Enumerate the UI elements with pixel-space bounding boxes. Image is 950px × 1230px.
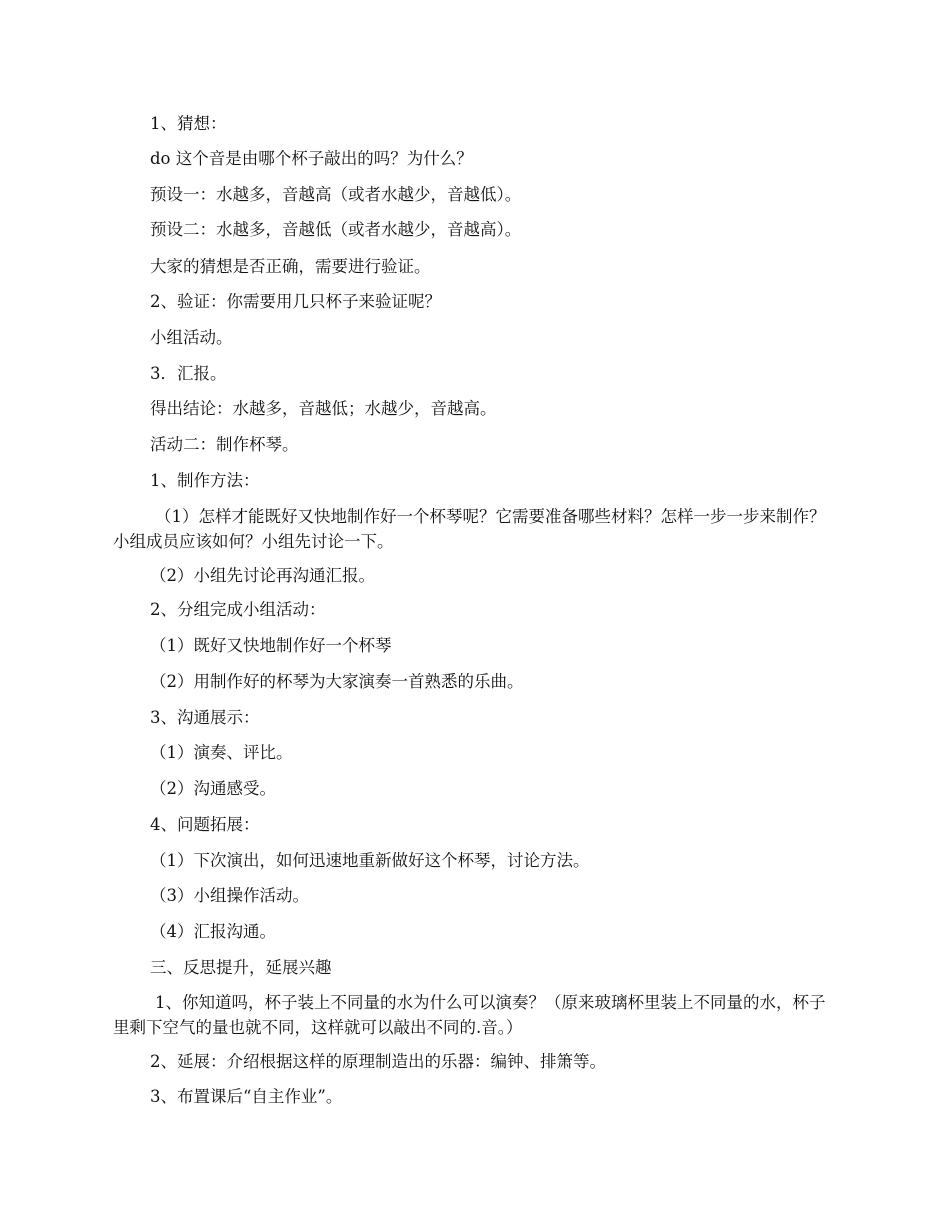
text-line: （4）汇报沟通。 <box>150 922 276 941</box>
text-line: （1）演奏、评比。 <box>150 743 293 762</box>
text-line: 大家的猜想是否正确，需要进行验证。 <box>150 257 431 276</box>
text-line: （1）下次演出，如何迅速地重新做好这个杯琴，讨论方法。 <box>150 851 590 870</box>
text-line: 得出结论：水越多，音越低；水越少，音越高。 <box>150 399 497 418</box>
text-line: （3）小组操作活动。 <box>150 886 309 905</box>
text-line: 三、反思提升，延展兴趣 <box>150 958 332 977</box>
text-line: 1、猜想： <box>150 114 227 133</box>
text-line: （2）用制作好的杯琴为大家演奏一首熟悉的乐曲。 <box>150 672 524 691</box>
text-line: 4、问题拓展： <box>150 815 260 834</box>
text-paragraph: 1、你知道吗，杯子装上不同量的水为什么可以演奏？（原来玻璃杯里装上不同量的水，杯子里剩下空气的量也就不同，这样就可以敲出不同的.音。） <box>113 993 826 1037</box>
text-line: 3、沟通展示： <box>150 708 260 727</box>
text-line: 预设一：水越多，音越高（或者水越少，音越低）。 <box>150 185 522 204</box>
text-line: （1）既好又快地制作好一个杯琴 <box>150 636 392 655</box>
text-line: 活动二：制作杯琴。 <box>150 435 299 454</box>
text-line: （2）小组先讨论再沟通汇报。 <box>150 566 375 585</box>
text-line: 2、验证：你需要用几只杯子来验证呢？ <box>150 292 441 311</box>
text-line: （2）沟通感受。 <box>150 779 276 798</box>
text-paragraph: （1）怎样才能既好又快地制作好一个杯琴呢？它需要准备哪些材料？怎样一步一步来制作？小组成员应该如何？小组先讨论一下。 <box>113 507 826 551</box>
text-line: 3．汇报。 <box>150 364 227 383</box>
text-line: 2、分组完成小组活动： <box>150 600 326 619</box>
text-line: 1、制作方法： <box>150 471 260 490</box>
text-line: do 这个音是由哪个杯子敲出的吗？为什么？ <box>150 149 473 168</box>
text-line: 小组活动。 <box>150 328 233 347</box>
text-line: 3、布置课后“自主作业”。 <box>150 1087 343 1106</box>
text-line: 预设二：水越多，音越低（或者水越少，音越高）。 <box>150 220 522 239</box>
text-line: 2、延展：介绍根据这样的原理制造出的乐器：编钟、排箫等。 <box>150 1052 606 1071</box>
